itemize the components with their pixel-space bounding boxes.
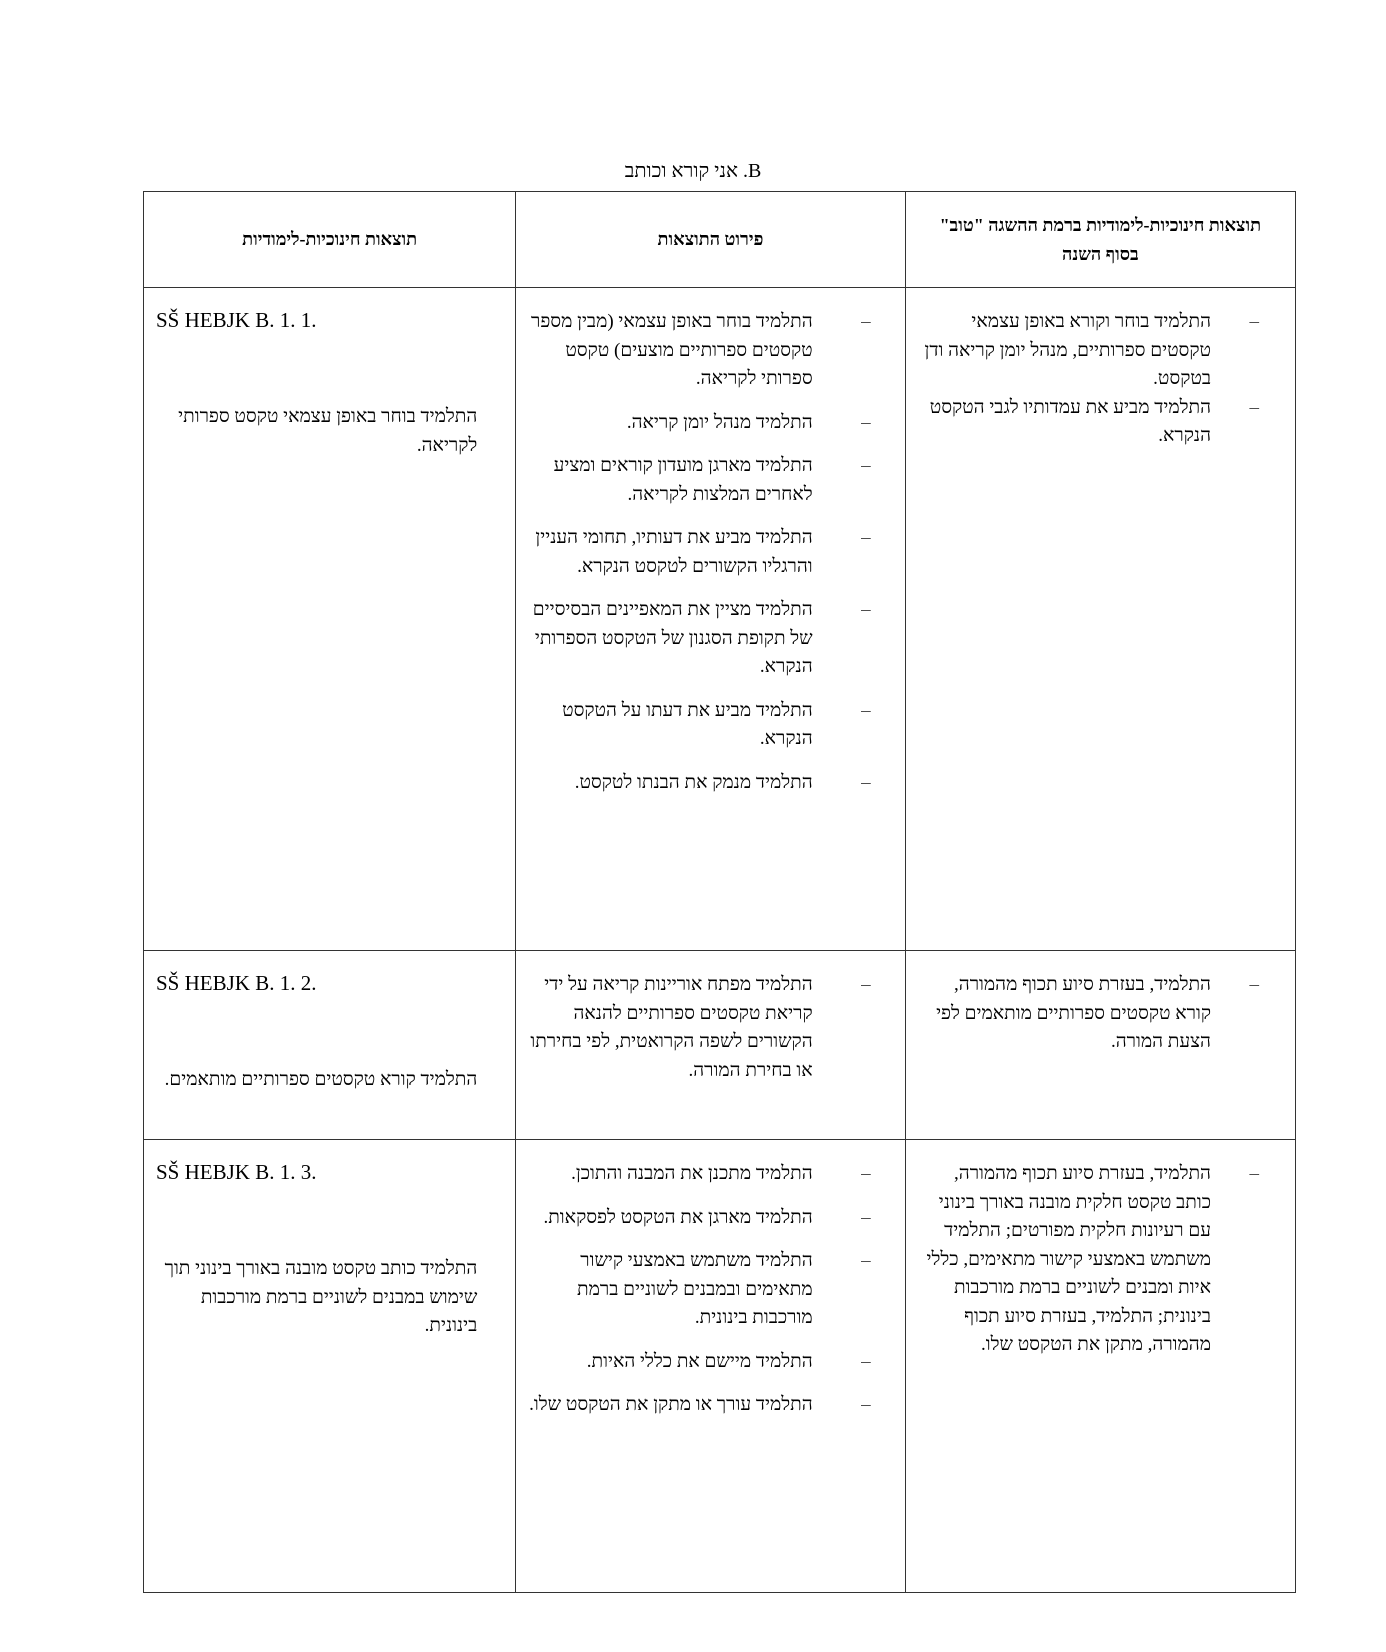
- detail-text: התלמיד משתמש באמצעי קישור מתאימים ובמבנים לשוניים ברמת מורכבות בינונית.: [577, 1250, 813, 1328]
- good-level-text: התלמיד מביע את עמדותיו לגבי הטקסט הנקרא.: [929, 396, 1211, 446]
- header-good-level: תוצאות חינוכיות-לימודיות ברמת ההשגה "טוב" בסוף השנה: [905, 192, 1295, 288]
- list-item: [516, 409, 904, 438]
- detail-text: התלמיד בוחר באופן עצמאי (מבין מספר טקסטים ספרותיים מוצעים) טקסט ספרותי לקריאה.: [531, 311, 813, 389]
- outcome-code: SŠ HEBJK B. 1. 1.: [156, 308, 317, 332]
- table-header-row: [144, 192, 1296, 288]
- dash-bullet: –: [1249, 311, 1259, 332]
- list-item: [906, 971, 1295, 1057]
- detail-text: התלמיד מארגן מועדון קוראים ומציע לאחרים המלצות לקריאה.: [553, 455, 813, 505]
- dash-bullet: –: [861, 1250, 871, 1271]
- header-outcomes: תוצאות חינוכיות-לימודיות: [144, 192, 516, 288]
- dash-bullet: –: [861, 1394, 871, 1415]
- dash-bullet: –: [861, 527, 871, 548]
- detail-text: התלמיד מארגן את הטקסט לפסקאות.: [543, 1206, 813, 1228]
- table-row: [144, 288, 1296, 951]
- details-cell: [516, 288, 905, 951]
- outcome-cell: [144, 951, 516, 1140]
- detail-text: התלמיד מביע את דעותיו, תחומי העניין והרגליו הקשורים לטקסט הנקרא.: [535, 527, 813, 577]
- list-item: [516, 1204, 904, 1233]
- dash-bullet: –: [861, 1163, 871, 1184]
- good-level-cell: [905, 951, 1295, 1140]
- details-cell: [516, 1140, 905, 1593]
- list-item: [516, 596, 904, 682]
- list-item: [906, 308, 1295, 394]
- detail-text: התלמיד מתכנן את המבנה והתוכן.: [571, 1163, 813, 1184]
- good-level-cell: [905, 288, 1295, 951]
- good-level-text: התלמיד, בעזרת סיוע תכוף מהמורה, כותב טקסט חלקית מובנה באורך בינוני עם רעיונות חלקית מפורטים; התלמיד משתמש באמצעי קישור מתאימים, כללי איות ומבנים לשוניים ברמת מורכבות בינונית; התלמיד, בעזרת סיוע תכוף מהמורה, מתקן את הטקסט שלו.: [926, 1163, 1211, 1355]
- list-item: [516, 1348, 904, 1377]
- list-item: [516, 1247, 904, 1333]
- dash-bullet: –: [1249, 396, 1259, 418]
- dash-bullet: –: [861, 455, 871, 476]
- outcome-text: התלמיד בוחר באופן עצמאי טקסט ספרותי לקריאה.: [178, 406, 478, 456]
- dash-bullet: –: [861, 411, 871, 433]
- list-item: [906, 1160, 1295, 1360]
- dash-bullet: –: [861, 1350, 871, 1372]
- list-item: [516, 452, 904, 509]
- list-item: [516, 1391, 904, 1420]
- detail-text: התלמיד מנמק את הבנתו לטקסט.: [574, 771, 813, 793]
- outcome-cell: [144, 288, 516, 951]
- dash-bullet: –: [861, 311, 871, 332]
- dash-bullet: –: [861, 1206, 871, 1228]
- detail-text: התלמיד עורך או מתקן את הטקסט שלו.: [529, 1394, 813, 1415]
- list-item: [516, 524, 904, 581]
- list-item: [906, 394, 1295, 451]
- outcome-cell: [144, 1140, 516, 1593]
- outcome-text: התלמיד כותב טקסט מובנה באורך בינוני תוך שימוש במבנים לשוניים ברמת מורכבות בינונית.: [164, 1258, 478, 1336]
- dash-bullet: –: [861, 599, 871, 620]
- outcome-text: התלמיד קורא טקסטים ספרותיים מותאמים.: [164, 1069, 478, 1090]
- dash-bullet: –: [1249, 974, 1259, 995]
- good-level-text: התלמיד בוחר וקורא באופן עצמאי טקסטים ספרותיים, מנהל יומן קריאה ודן בטקסט.: [924, 311, 1211, 389]
- detail-text: התלמיד מביע את דעתו על הטקסט הנקרא.: [562, 699, 813, 749]
- detail-text: התלמיד מפתח אוריינות קריאה על ידי קריאת טקסטים ספרותיים להנאה הקשורים לשפה הקרואטית, לפי בחירתו או בחירת המורה.: [530, 974, 813, 1081]
- list-item: [516, 697, 904, 754]
- outcome-code: SŠ HEBJK B. 1. 2.: [156, 971, 317, 995]
- detail-text: התלמיד מיישם את כללי האיות.: [586, 1350, 813, 1372]
- outcome-code: SŠ HEBJK B. 1. 3.: [156, 1160, 317, 1184]
- detail-text: התלמיד מנהל יומן קריאה.: [626, 411, 813, 433]
- dash-bullet: –: [1249, 1163, 1259, 1184]
- good-level-cell: [905, 1140, 1295, 1593]
- list-item: [516, 971, 904, 1085]
- list-item: [516, 308, 904, 394]
- detail-text: התלמיד מציין את המאפיינים הבסיסיים של תקופת הסגנון של הטקסט הספרותי הנקרא.: [532, 599, 813, 677]
- outcomes-table: [143, 191, 1296, 1593]
- good-level-text: התלמיד, בעזרת סיוע תכוף מהמורה, קורא טקסטים ספרותיים מותאמים לפי הצעת המורה.: [936, 974, 1211, 1052]
- dash-bullet: –: [861, 771, 871, 793]
- table-row: [144, 951, 1296, 1140]
- dash-bullet: –: [861, 699, 871, 721]
- table-row: [144, 1140, 1296, 1593]
- list-item: [516, 769, 904, 798]
- details-cell: [516, 951, 905, 1140]
- section-title: B. אני קורא וכותב: [624, 160, 762, 182]
- header-details: פירוט התוצאות: [516, 192, 905, 288]
- list-item: [516, 1160, 904, 1189]
- dash-bullet: –: [861, 974, 871, 995]
